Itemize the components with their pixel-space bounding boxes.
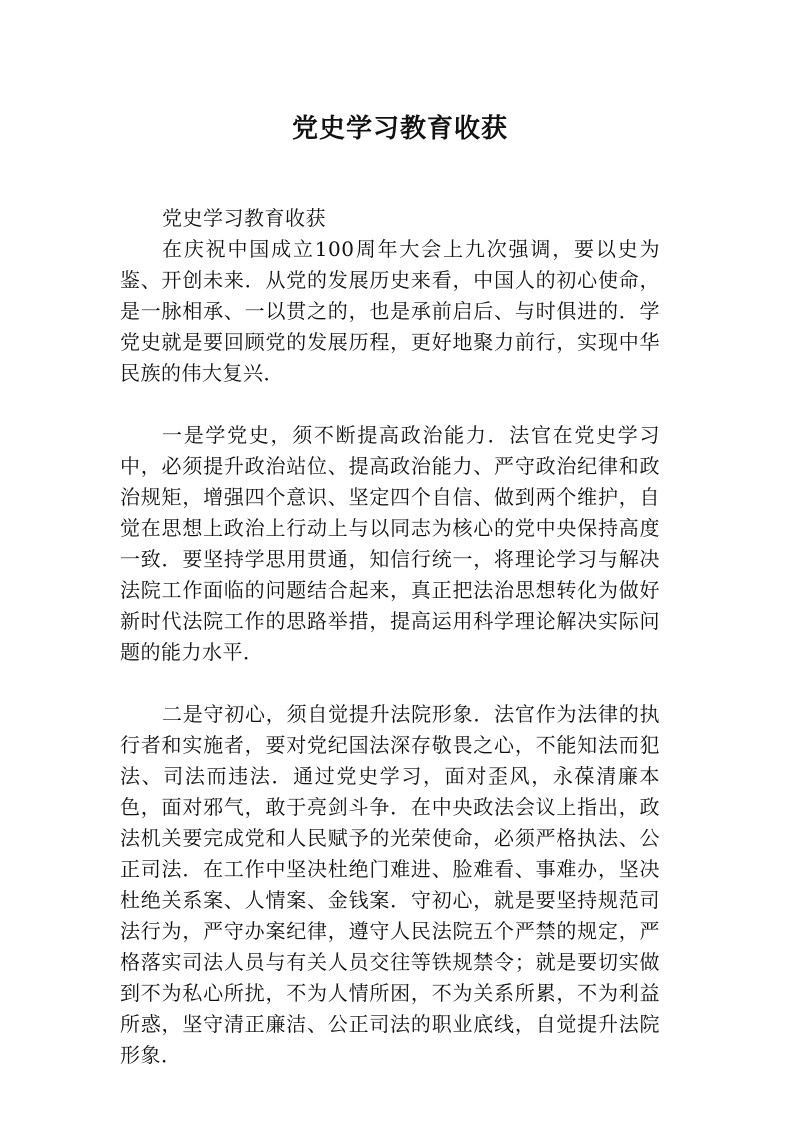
- paragraph-heading: 党史学习教育收获: [162, 206, 326, 230]
- paragraph-point-two: 二是守初心，须自觉提升法院形象．法官作为法律的执行者和实施者，要对党纪国法深存敬畏之心，不能知法而犯法、司法而违法．通过党史学习，面对歪风，永葆清廉本色，面对邪气，敢于亮剑斗争．在中央政法会议上指出，政法机关要完成党和人民赋予的光荣使命，必须严格执法、公正司法．在工作中坚决杜绝门难进、脸难看、事难办，坚决杜绝关系案、人情案、金钱案．守初心，就是要坚持规范司法行为，严守办案纪律，遵守人民法院五个严禁的规定，严格落实司法人员与有关人员交往等铁规禁令；就是要切实做到不为私心所扰，不为人情所困，不为关系所累，不为利益所惑，坚守清正廉洁、公正司法的职业底线，自觉提升法院形象．: [120, 702, 660, 1067]
- paragraph-point-one: 一是学党史，须不断提高政治能力．法官在党史学习中，必须提升政治站位、提高政治能力、严守政治纪律和政治规矩，增强四个意识、坚定四个自信、做到两个维护，自觉在思想上政治上行动上与以同志为核心的党中央保持高度一致．要坚持学思用贯通，知信行统一，将理论学习与解决法院工作面临的问题结合起来，真正把法治思想转化为做好新时代法院工作的思路举措，提高运用科学理论解决实际问题的能力水平．: [120, 423, 660, 664]
- document-body: [120, 203, 660, 1071]
- document-title: 党史学习教育收获: [291, 114, 508, 144]
- paragraph-spacer: [120, 668, 660, 699]
- paragraph-intro: 在庆祝中国成立100周年大会上九次强调，要以史为鉴、开创未来．从党的发展历史来看，中国人的初心使命，是一脉相承、一以贯之的，也是承前启后、与时俱进的．学党史就是要回顾党的发展历程，更好地聚力前行，实现中华民族的伟大复兴．: [120, 237, 660, 385]
- paragraph-spacer: [120, 389, 660, 420]
